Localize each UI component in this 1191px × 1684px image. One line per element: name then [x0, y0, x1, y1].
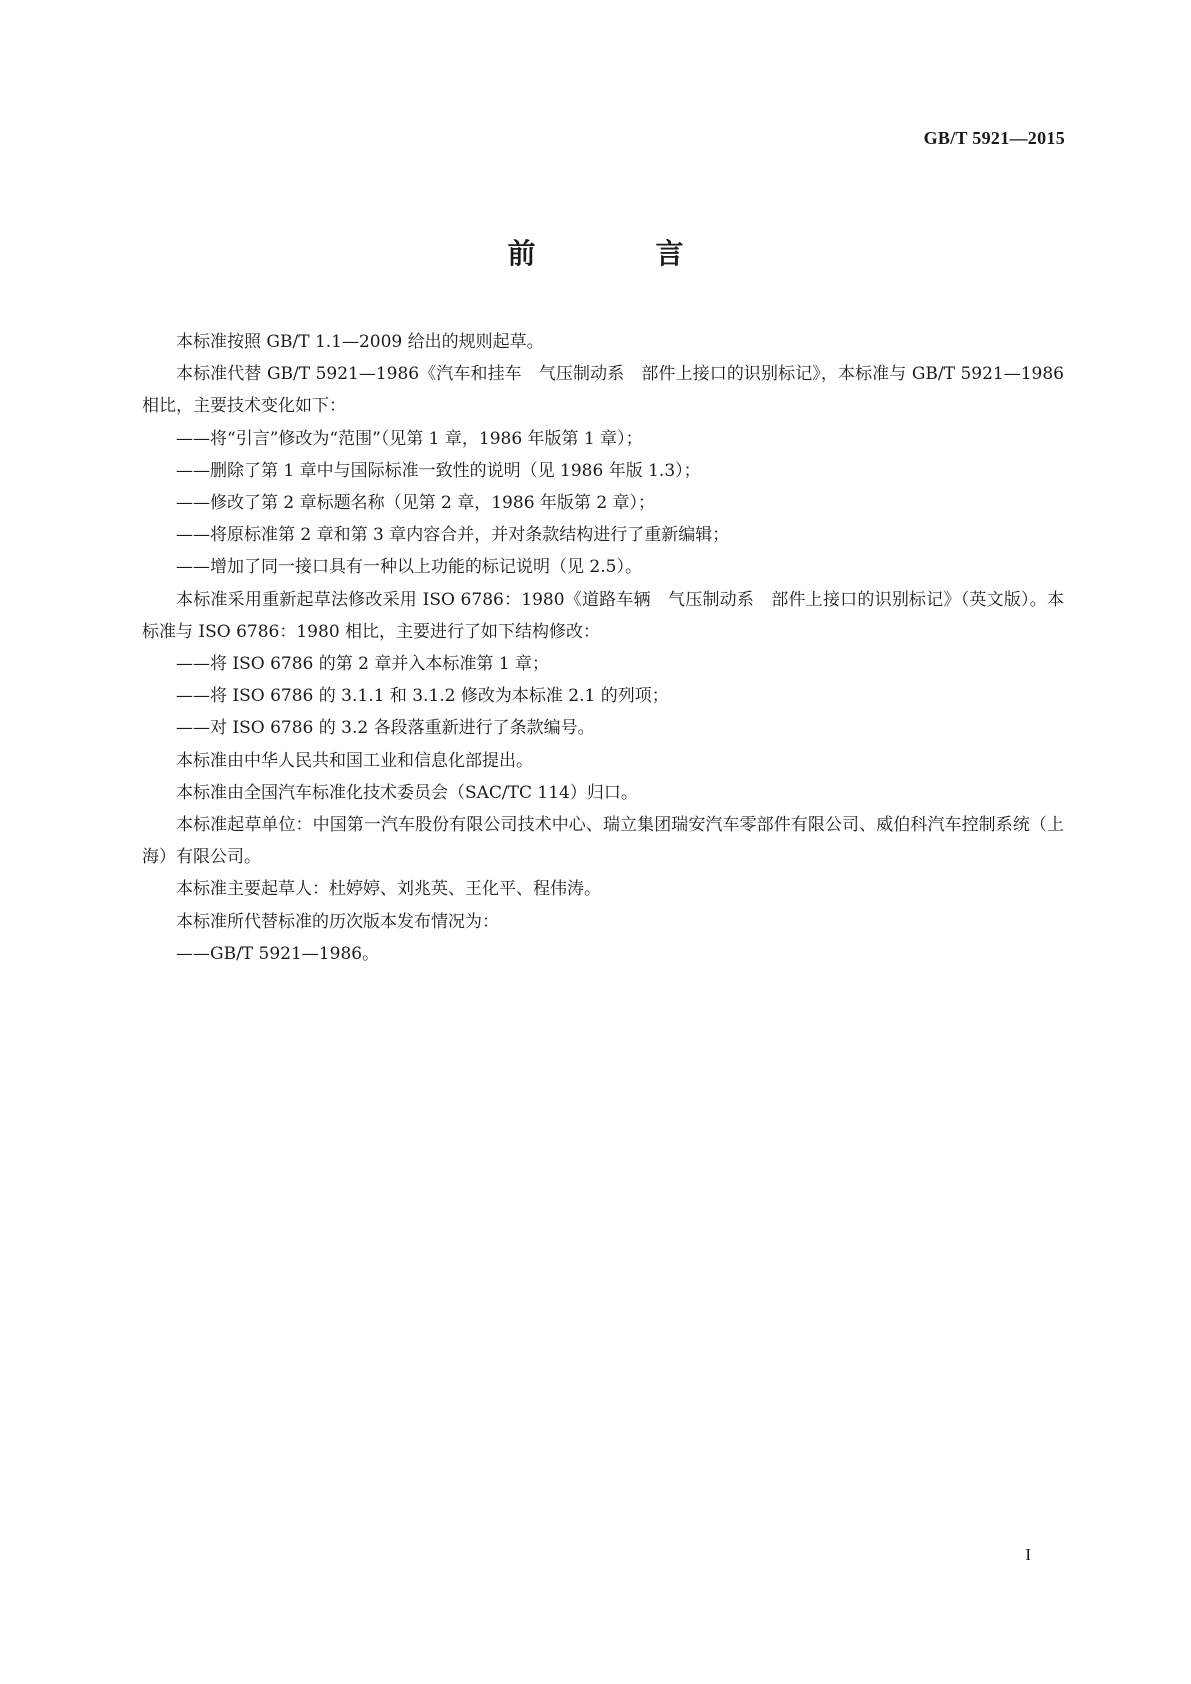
paragraph-iso-adoption: 本标准采用重新起草法修改采用 ISO 6786：1980《道路车辆 气压制动系 部件上接口的识别标记》（英文版）。本标准与 ISO 6786：1980 相比，主要进行了如下结构修改：	[142, 589, 1064, 642]
paragraph-drafting-rules: 本标准按照 GB/T 1.1—2009 给出的规则起草。	[176, 332, 544, 352]
paragraph-committee: 本标准由全国汽车标准化技术委员会（SAC/TC 114）归口。	[176, 782, 638, 803]
list-item: ——GB/T 5921—1986。	[176, 943, 380, 964]
list-item: ——将“引言”修改为“范围”（见第 1 章，1986 年版第 1 章）；	[176, 428, 643, 449]
paragraph-replacement: 本标准代替 GB/T 5921—1986《汽车和挂车 气压制动系 部件上接口的识别标记》，本标准与 GB/T 5921—1986 相比，主要技术变化如下：	[142, 364, 1064, 417]
list-item: ——增加了同一接口具有一种以上功能的标记说明（见 2.5）。	[176, 557, 642, 578]
list-item: ——将原标准第 2 章和第 3 章内容合并，并对条款结构进行了重新编辑；	[176, 525, 730, 546]
list-item: ——对 ISO 6786 的 3.2 各段落重新进行了条款编号。	[176, 718, 595, 739]
standard-code: GB/T 5921—2015	[923, 128, 1065, 148]
paragraph-version-history: 本标准所代替标准的历次版本发布情况为：	[176, 911, 499, 932]
preface-body	[142, 326, 1064, 970]
paragraph-proposer: 本标准由中华人民共和国工业和信息化部提出。	[176, 750, 533, 771]
list-item: ——删除了第 1 章中与国际标准一致性的说明（见 1986 年版 1.3）；	[176, 460, 701, 481]
paragraph-drafting-units: 本标准起草单位：中国第一汽车股份有限公司技术中心、瑞立集团瑞安汽车零部件有限公司、威伯科汽车控制系统（上海）有限公司。	[142, 815, 1064, 868]
page-title: 前 言	[507, 237, 730, 270]
paragraph-drafters: 本标准主要起草人：杜婷婷、刘兆英、王化平、程伟涛。	[176, 879, 601, 900]
list-item: ——将 ISO 6786 的第 2 章并入本标准第 1 章；	[176, 654, 550, 675]
page-number: I	[1025, 1545, 1031, 1564]
list-item: ——修改了第 2 章标题名称（见第 2 章，1986 年版第 2 章）；	[176, 493, 656, 514]
list-item: ——将 ISO 6786 的 3.1.1 和 3.1.2 修改为本标准 2.1 的列项；	[176, 686, 669, 707]
